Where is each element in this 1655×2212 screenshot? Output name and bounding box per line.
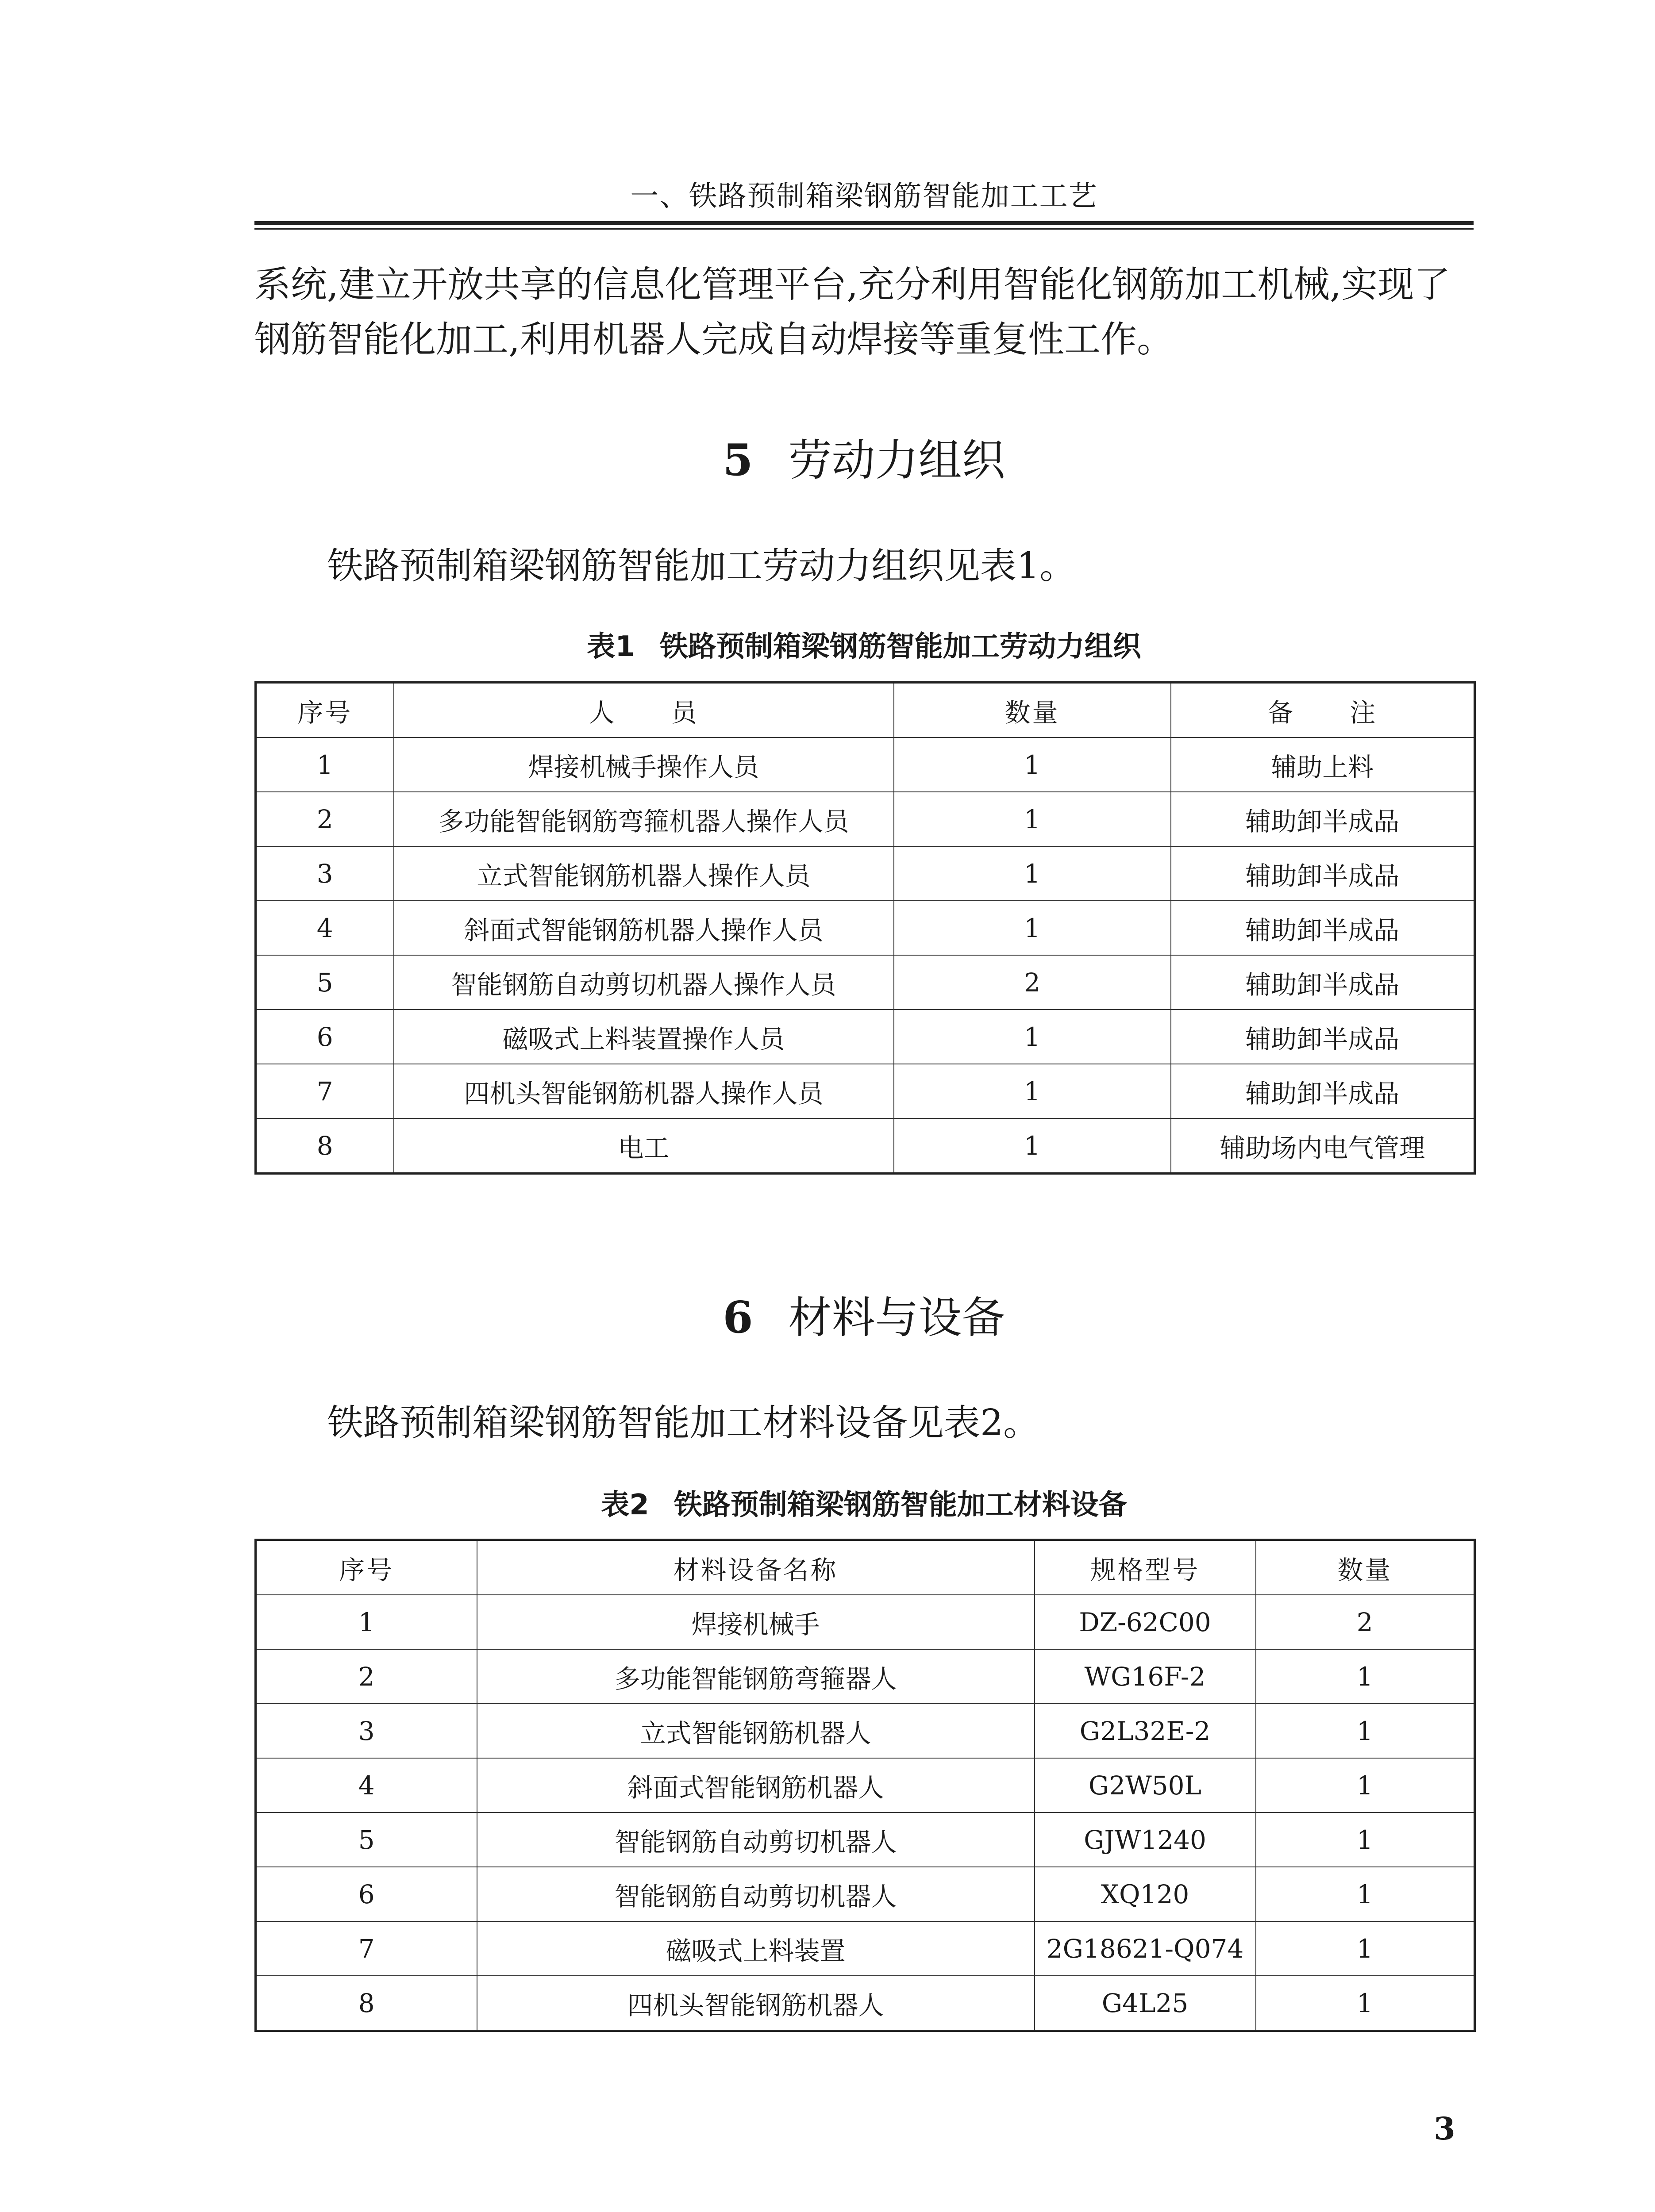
cell-no: 4 <box>256 1758 477 1813</box>
header-cell: 序号 <box>256 683 394 738</box>
table-row <box>256 1118 1475 1174</box>
cell-person: 四机头智能钢筋机器人操作人员 <box>394 1064 894 1118</box>
cell-person: 电工 <box>394 1118 894 1174</box>
cell-person: 多功能智能钢筋弯箍机器人操作人员 <box>394 792 894 846</box>
cell-no: 8 <box>256 1976 477 2031</box>
labor-table <box>254 681 1476 1175</box>
cell-qty: 1 <box>1256 1758 1475 1813</box>
cell-no: 7 <box>256 1064 394 1118</box>
cell-name: 多功能智能钢筋弯箍器人 <box>477 1649 1035 1704</box>
cell-note: 辅助卸半成品 <box>1171 1064 1475 1118</box>
table-header-row <box>256 1540 1475 1595</box>
table-row <box>256 1595 1475 1649</box>
cell-note: 辅助卸半成品 <box>1171 955 1475 1010</box>
cell-no: 3 <box>256 1704 477 1758</box>
cell-no: 5 <box>256 955 394 1010</box>
section-6-paragraph: 铁路预制箱梁钢筋智能加工材料设备见表2。 <box>327 1402 1040 1444</box>
cell-no: 1 <box>256 1595 477 1649</box>
section-5-title: 劳动力组织 <box>788 435 1005 486</box>
cell-qty: 1 <box>894 737 1171 792</box>
header-cell: 序号 <box>256 1540 477 1595</box>
table-2-label: 表2 <box>601 1489 649 1521</box>
cell-person: 智能钢筋自动剪切机器人操作人员 <box>394 955 894 1010</box>
table-row <box>256 1704 1475 1758</box>
cell-no: 8 <box>256 1118 394 1174</box>
equipment-table <box>254 1539 1476 2032</box>
header-cell: 人 员 <box>394 683 894 738</box>
header-cell: 备 注 <box>1171 683 1475 738</box>
cell-no: 6 <box>256 1867 477 1921</box>
cell-model: G2W50L <box>1035 1758 1256 1813</box>
cell-model: DZ-62C00 <box>1035 1595 1256 1649</box>
cell-note: 辅助上料 <box>1171 737 1475 792</box>
table-row <box>256 1921 1475 1976</box>
table-row <box>256 1867 1475 1921</box>
cell-qty: 1 <box>894 1118 1171 1174</box>
cell-qty: 2 <box>1256 1595 1475 1649</box>
cell-model: 2G18621-Q074 <box>1035 1921 1256 1976</box>
cell-note: 辅助卸半成品 <box>1171 1010 1475 1064</box>
header-cell: 规格型号 <box>1035 1540 1256 1595</box>
header-cell: 材料设备名称 <box>477 1540 1035 1595</box>
cell-no: 4 <box>256 901 394 955</box>
cell-no: 2 <box>256 792 394 846</box>
table-row <box>256 1649 1475 1704</box>
header-rule-thin <box>254 228 1474 230</box>
table-row <box>256 1813 1475 1867</box>
table-2-title: 铁路预制箱梁钢筋智能加工材料设备 <box>674 1489 1127 1521</box>
cell-no: 7 <box>256 1921 477 1976</box>
cell-name: 智能钢筋自动剪切机器人 <box>477 1813 1035 1867</box>
table-row <box>256 955 1475 1010</box>
cell-qty: 1 <box>1256 1867 1475 1921</box>
cell-model: GJW1240 <box>1035 1813 1256 1867</box>
table-row <box>256 1976 1475 2031</box>
cell-name: 智能钢筋自动剪切机器人 <box>477 1867 1035 1921</box>
cell-person: 斜面式智能钢筋机器人操作人员 <box>394 901 894 955</box>
section-5-paragraph: 铁路预制箱梁钢筋智能加工劳动力组织见表1。 <box>327 545 1076 587</box>
cell-model: G2L32E-2 <box>1035 1704 1256 1758</box>
table-1-title: 铁路预制箱梁钢筋智能加工劳动力组织 <box>659 630 1141 663</box>
cell-name: 焊接机械手 <box>477 1595 1035 1649</box>
cell-qty: 1 <box>894 1010 1171 1064</box>
cell-qty: 1 <box>894 901 1171 955</box>
intro-paragraph: 系统,建立开放共享的信息化管理平台,充分利用智能化钢筋加工机械,实现了钢筋智能化加工,利用机器人完成自动焊接等重复性工作。 <box>254 264 1451 361</box>
cell-qty: 1 <box>1256 1976 1475 2031</box>
table-2-caption <box>254 1482 1474 1523</box>
table-row <box>256 1064 1475 1118</box>
cell-no: 2 <box>256 1649 477 1704</box>
cell-qty: 1 <box>1256 1921 1475 1976</box>
cell-person: 磁吸式上料装置操作人员 <box>394 1010 894 1064</box>
cell-model: G4L25 <box>1035 1976 1256 2031</box>
section-6-heading <box>254 1283 1474 1345</box>
cell-qty: 1 <box>894 846 1171 901</box>
cell-qty: 2 <box>894 955 1171 1010</box>
cell-qty: 1 <box>1256 1813 1475 1867</box>
cell-name: 斜面式智能钢筋机器人 <box>477 1758 1035 1813</box>
cell-model: XQ120 <box>1035 1867 1256 1921</box>
cell-note: 辅助卸半成品 <box>1171 901 1475 955</box>
cell-qty: 1 <box>894 1064 1171 1118</box>
table-row <box>256 1758 1475 1813</box>
header-cell: 数量 <box>894 683 1171 738</box>
table-row <box>256 846 1475 901</box>
cell-qty: 1 <box>1256 1649 1475 1704</box>
cell-no: 6 <box>256 1010 394 1064</box>
section-6-number: 6 <box>723 1292 753 1343</box>
header-cell: 数量 <box>1256 1540 1475 1595</box>
cell-qty: 1 <box>894 792 1171 846</box>
page-number: 3 <box>1434 2110 1455 2147</box>
table-row <box>256 737 1475 792</box>
table-header-row <box>256 683 1475 738</box>
running-head: 一、铁路预制箱梁钢筋智能加工工艺 <box>630 180 1098 213</box>
table-row <box>256 1010 1475 1064</box>
cell-name: 四机头智能钢筋机器人 <box>477 1976 1035 2031</box>
cell-qty: 1 <box>1256 1704 1475 1758</box>
section-5-number: 5 <box>723 435 753 486</box>
table-row <box>256 901 1475 955</box>
cell-note: 辅助卸半成品 <box>1171 846 1475 901</box>
cell-no: 1 <box>256 737 394 792</box>
cell-no: 5 <box>256 1813 477 1867</box>
section-6-title: 材料与设备 <box>788 1293 1005 1343</box>
cell-name: 磁吸式上料装置 <box>477 1921 1035 1976</box>
header-rule-thick <box>254 221 1474 225</box>
cell-note: 辅助卸半成品 <box>1171 792 1475 846</box>
cell-person: 焊接机械手操作人员 <box>394 737 894 792</box>
table-1-caption <box>254 624 1474 664</box>
cell-model: WG16F-2 <box>1035 1649 1256 1704</box>
table-1-label: 表1 <box>587 630 635 663</box>
cell-no: 3 <box>256 846 394 901</box>
cell-note: 辅助场内电气管理 <box>1171 1118 1475 1174</box>
cell-name: 立式智能钢筋机器人 <box>477 1704 1035 1758</box>
cell-person: 立式智能钢筋机器人操作人员 <box>394 846 894 901</box>
table-row <box>256 792 1475 846</box>
section-5-heading <box>254 426 1474 488</box>
